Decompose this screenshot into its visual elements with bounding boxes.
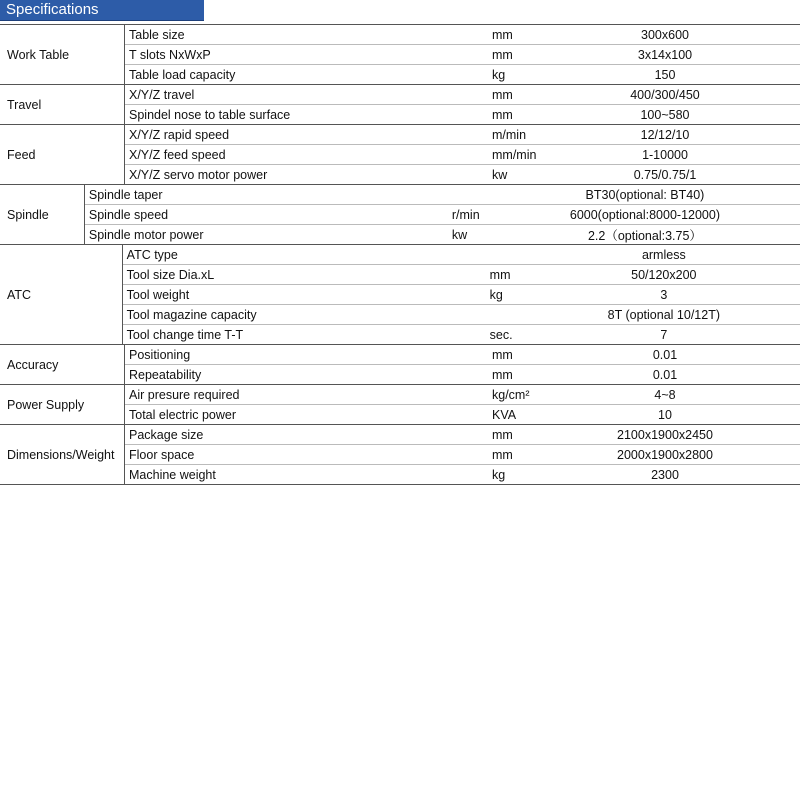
table-row <box>125 445 800 465</box>
spec-item: Spindle speed <box>88 207 169 222</box>
group-rows <box>125 25 800 84</box>
spec-unit: kg/cm² <box>492 387 530 402</box>
group-rows <box>125 345 800 384</box>
spec-value: BT30(optional: BT40) <box>585 187 705 202</box>
spec-unit: kg <box>489 287 503 302</box>
spec-item: Repeatability <box>129 367 202 382</box>
group-label: ATC <box>0 245 123 344</box>
spec-unit: sec. <box>489 327 513 342</box>
table-row <box>125 465 800 484</box>
spec-group <box>0 345 800 385</box>
table-row <box>85 185 800 205</box>
spec-item: Table size <box>129 27 185 42</box>
spec-value: 150 <box>654 67 676 82</box>
group-rows <box>125 385 800 424</box>
spec-item: Tool magazine capacity <box>126 307 257 322</box>
spec-unit: kw <box>451 227 468 242</box>
spec-unit: mm <box>492 447 513 462</box>
spec-item: Tool change time T-T <box>126 327 244 342</box>
spec-unit: mm <box>492 427 513 442</box>
table-row <box>125 145 800 165</box>
spec-value: 2300 <box>651 467 679 482</box>
spec-unit: m/min <box>492 127 527 142</box>
spec-unit: kw <box>492 167 508 182</box>
specifications-table <box>0 24 800 485</box>
spec-unit: mm <box>492 367 513 382</box>
spec-value: armless <box>641 247 686 262</box>
spec-value: 10 <box>658 407 672 422</box>
spec-unit: mm <box>489 267 511 282</box>
spec-unit: r/min <box>451 207 480 222</box>
spec-group <box>0 245 800 345</box>
group-rows <box>125 125 800 184</box>
table-row <box>125 365 800 384</box>
table-row <box>123 325 800 344</box>
group-label: Power Supply <box>0 385 125 424</box>
spec-value: 0.75/0.75/1 <box>633 167 697 182</box>
spec-value: 2000x1900x2800 <box>617 447 713 462</box>
spec-group <box>0 385 800 425</box>
table-row <box>85 205 800 225</box>
spec-item: Spindle motor power <box>88 227 204 242</box>
spec-unit: kg <box>492 467 506 482</box>
spec-value: 8T (optional 10/12T) <box>607 307 720 322</box>
spec-unit: mm/min <box>492 147 537 162</box>
spec-item: Floor space <box>129 447 195 462</box>
group-label: Work Table <box>0 25 125 84</box>
spec-unit: mm <box>492 47 513 62</box>
group-rows <box>125 425 800 484</box>
spec-value: 300x600 <box>641 27 689 42</box>
spec-item: T slots NxWxP <box>129 47 211 62</box>
spec-group <box>0 185 800 245</box>
spec-item: Total electric power <box>129 407 236 422</box>
group-label: Travel <box>0 85 125 124</box>
spec-value: 50/120x200 <box>631 267 697 282</box>
spec-item: X/Y/Z travel <box>129 87 195 102</box>
spec-item: X/Y/Z feed speed <box>129 147 226 162</box>
table-row <box>125 65 800 84</box>
spec-group <box>0 25 800 85</box>
spec-group <box>0 85 800 125</box>
spec-item: Table load capacity <box>129 67 236 82</box>
spec-item: Positioning <box>129 347 191 362</box>
spec-value: 7 <box>660 327 668 342</box>
spec-value: 3x14x100 <box>637 47 693 62</box>
spec-value: 4~8 <box>654 387 676 402</box>
group-rows <box>123 245 800 344</box>
table-row <box>123 305 800 325</box>
table-row <box>85 225 800 244</box>
spec-item: Spindle taper <box>88 187 163 202</box>
spec-value: 0.01 <box>652 367 678 382</box>
group-label: Spindle <box>0 185 85 244</box>
spec-item: Spindel nose to table surface <box>129 107 291 122</box>
spec-value: 3 <box>660 287 668 302</box>
spec-unit: mm <box>492 347 513 362</box>
table-row <box>125 105 800 124</box>
group-label: Feed <box>0 125 125 184</box>
spec-item: X/Y/Z rapid speed <box>129 127 230 142</box>
spec-value: 2.2（optional:3.75） <box>587 228 702 243</box>
spec-unit: kg <box>492 67 506 82</box>
table-row <box>123 245 800 265</box>
spec-item: X/Y/Z servo motor power <box>129 167 268 182</box>
table-row <box>123 285 800 305</box>
spec-value: 400/300/450 <box>630 87 700 102</box>
spec-value: 6000(optional:8000-12000) <box>569 207 720 222</box>
spec-unit: mm <box>492 107 513 122</box>
table-row <box>125 165 800 184</box>
spec-item: ATC type <box>126 247 178 262</box>
group-rows <box>125 85 800 124</box>
spec-unit: mm <box>492 27 513 42</box>
group-label: Dimensions/Weight <box>0 425 125 484</box>
group-label: Accuracy <box>0 345 125 384</box>
table-row <box>125 405 800 424</box>
table-row <box>125 45 800 65</box>
table-row <box>125 125 800 145</box>
spec-unit: mm <box>492 87 513 102</box>
page-title: Specifications <box>6 1 99 18</box>
spec-value: 100~580 <box>640 107 690 122</box>
group-rows <box>85 185 800 244</box>
table-row <box>125 345 800 365</box>
spec-item: Air presure required <box>129 387 240 402</box>
table-row <box>123 265 800 285</box>
table-row <box>125 425 800 445</box>
specifications-header <box>0 0 204 21</box>
table-row <box>125 385 800 405</box>
spec-value: 0.01 <box>652 347 678 362</box>
spec-value: 12/12/10 <box>640 127 690 142</box>
spec-item: Tool weight <box>126 287 190 302</box>
spec-value: 2100x1900x2450 <box>617 427 713 442</box>
spec-value: 1-10000 <box>642 147 688 162</box>
table-row <box>125 85 800 105</box>
table-row <box>125 25 800 45</box>
spec-unit: KVA <box>492 407 517 422</box>
spec-group <box>0 125 800 185</box>
spec-item: Machine weight <box>129 467 216 482</box>
spec-item: Tool size Dia.xL <box>126 267 215 282</box>
spec-group <box>0 425 800 485</box>
spec-item: Package size <box>129 427 204 442</box>
